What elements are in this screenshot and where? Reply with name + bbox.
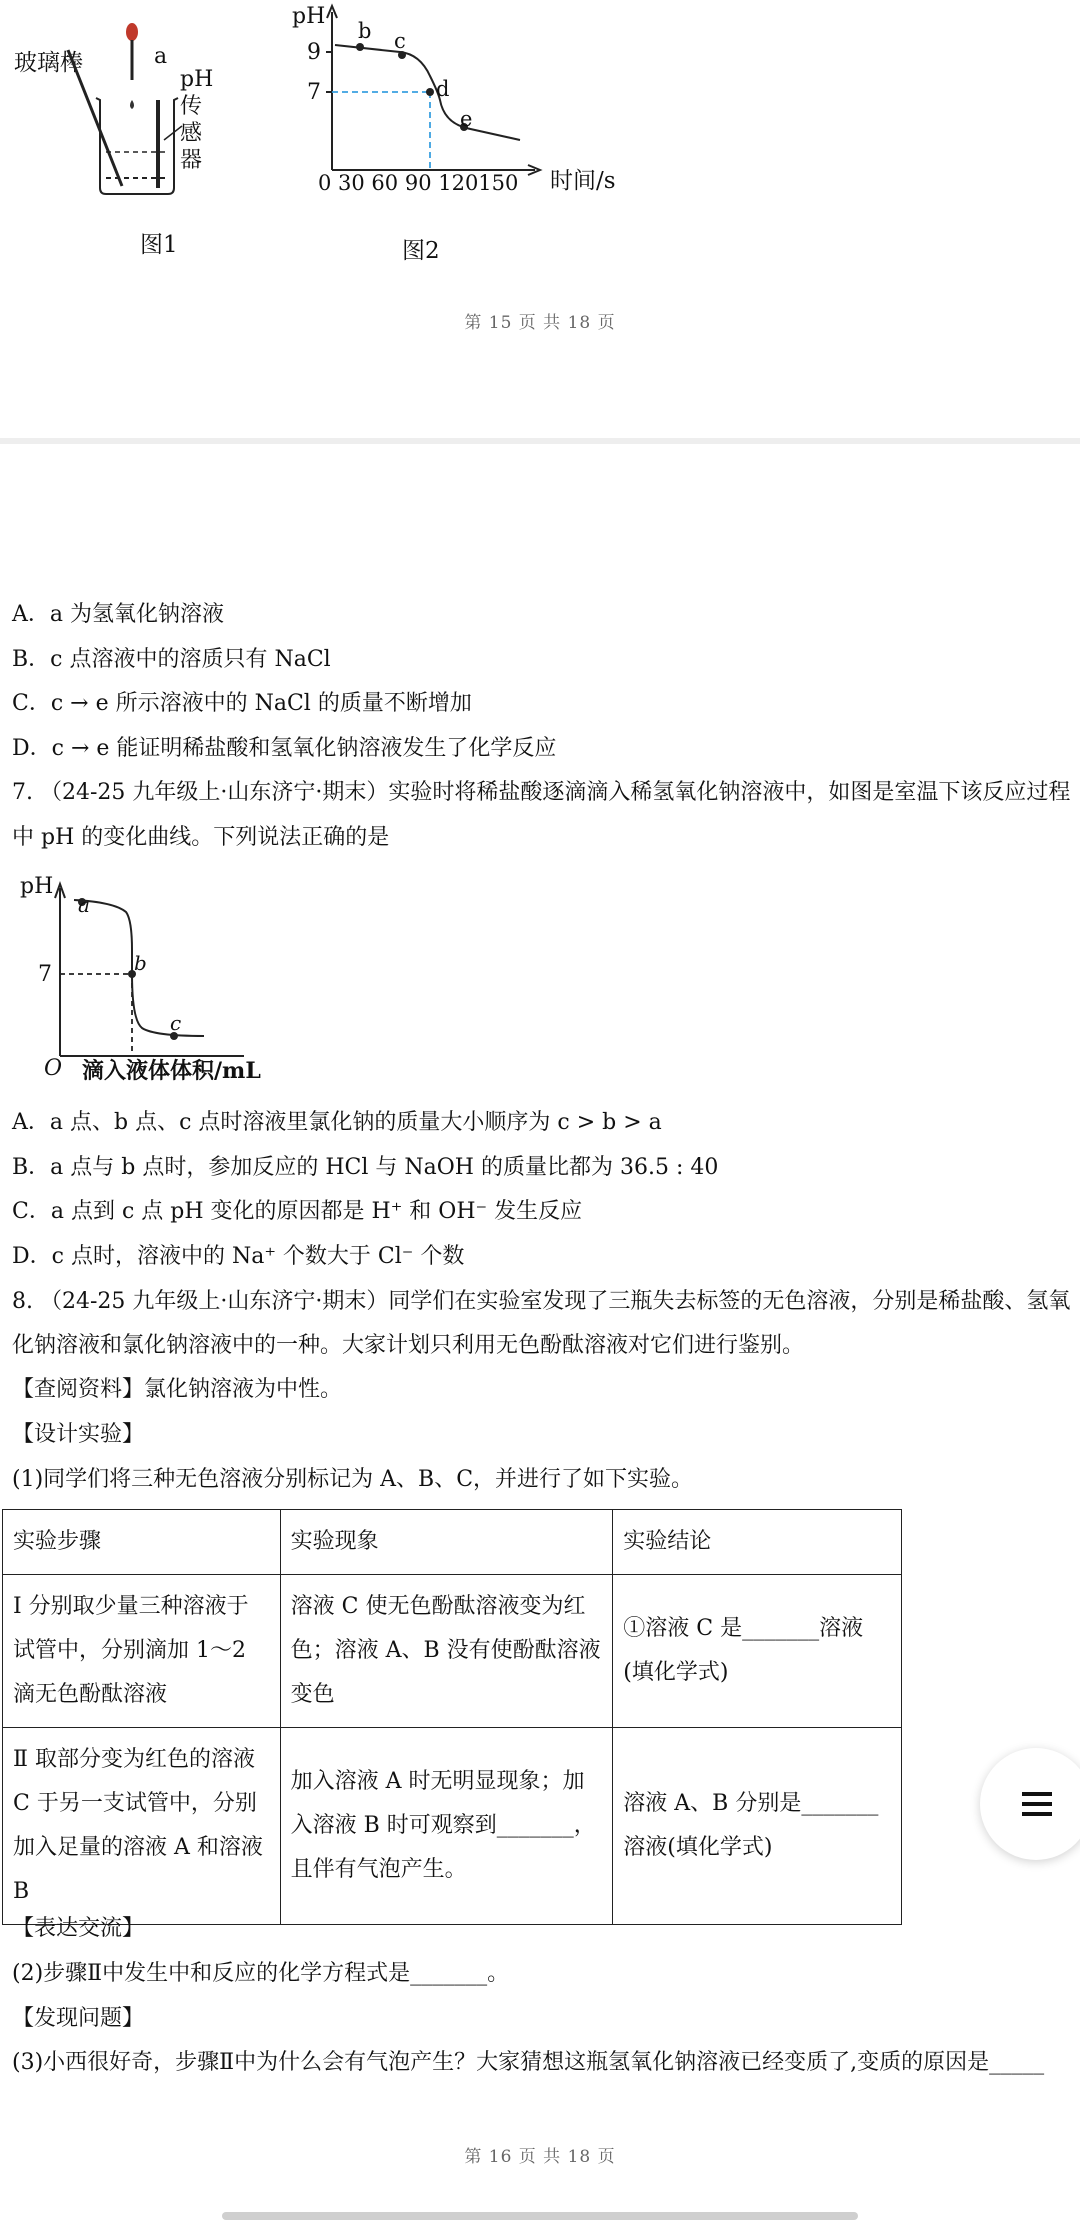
q7-origin: O [44, 1056, 63, 1081]
ph-sensor-label: pH 传 感 器 [180, 67, 214, 173]
q6-option-a[interactable]: A．a 为氢氧化钠溶液 [12, 602, 225, 627]
q8-question-2[interactable]: (2)步骤Ⅱ中发生中和反应的化学方程式是_______。 [12, 1961, 510, 1986]
home-indicator[interactable] [222, 2212, 858, 2220]
q8-stem-line2: 化钠溶液和氯化钠溶液中的一种。大家计划只利用无色酚酞溶液对它们进行鉴别。 [12, 1333, 805, 1358]
figure-1-apparatus [60, 10, 200, 200]
page-15-fragment [0, 0, 1080, 333]
fig2-point-e: e [460, 107, 473, 131]
q7-point-b: b [134, 951, 147, 975]
q7-y-axis-label: pH [20, 874, 54, 899]
q6-option-b[interactable]: B．c 点溶液中的溶质只有 NaCl [12, 647, 331, 672]
glass-rod-label: 玻璃棒 [14, 50, 83, 76]
fig2-y-axis-label: pH [292, 4, 326, 29]
dropper-label-a: a [154, 44, 168, 69]
q8-design-title: 【设计实验】 [12, 1422, 145, 1447]
q7-stem-line1: 7. （24-25 九年级上·山东济宁·期末）实验时将稀盐酸逐滴滴入稀氢氧化钠溶液中，如图是室温下该反应过程 [12, 780, 1071, 805]
q7-tick-7: 7 [38, 962, 52, 987]
q8-step1-intro: (1)同学们将三种无色溶液分别标记为 A、B、C，并进行了如下实验。 [12, 1467, 694, 1492]
row2-step: Ⅱ 取部分变为红色的溶液 C 于另一支试管中，分别加入足量的溶液 A 和溶液 B [3, 1728, 281, 1925]
fig2-x-ticks: 0 30 60 90 120150 [318, 171, 519, 195]
figure-1-caption: 图1 [140, 232, 178, 258]
table-row [3, 1728, 902, 1925]
q7-stem-line2: 中 pH 的变化曲线。下列说法正确的是 [12, 825, 390, 850]
fig2-point-c: c [394, 29, 406, 53]
q8-problem-title: 【发现问题】 [12, 2006, 145, 2031]
q8-info-title: 【查阅资料】氯化钠溶液为中性。 [12, 1377, 343, 1402]
q7-x-axis-label: 滴入液体体积/mL [82, 1058, 261, 1084]
beaker [96, 98, 178, 194]
page-divider [0, 438, 1080, 444]
row1-phenomenon: 溶液 C 使无色酚酞溶液变为红色；溶液 A、B 没有使酚酞溶液变色 [280, 1575, 613, 1728]
q7-option-b[interactable]: B．a 点与 b 点时，参加反应的 HCl 与 NaOH 的质量比都为 36.5 : 40 [12, 1155, 719, 1180]
dropper-bulb [126, 23, 138, 41]
row2-phenomenon[interactable]: 加入溶液 A 时无明显现象；加入溶液 B 时可观察到_______，且伴有气泡产生。 [280, 1728, 613, 1925]
page-15-footer: 第 15 页 共 18 页 [464, 313, 616, 333]
page-16-footer: 第 16 页 共 18 页 [464, 2147, 616, 2167]
q8-exchange-title: 【表达交流】 [12, 1916, 145, 1941]
table-header-row [3, 1510, 902, 1575]
q7-option-a[interactable]: A．a 点、b 点、c 点时溶液里氯化钠的质量大小顺序为 c > b > a [12, 1110, 662, 1135]
glass-rod [68, 50, 122, 186]
fig2-point-b: b [358, 19, 372, 43]
fig2-y-tick-7: 7 [307, 80, 321, 105]
header-step: 实验步骤 [3, 1510, 281, 1575]
row2-conclusion[interactable]: 溶液 A、B 分别是_______溶液(填化学式) [613, 1728, 902, 1925]
q7-point-a: a [78, 893, 90, 917]
q8-question-3[interactable]: (3)小西很好奇，步骤Ⅱ中为什么会有气泡产生？大家猜想这瓶氢氧化钠溶液已经变质了,变质的原因是_____ [12, 2050, 1045, 2075]
q8-stem-line1: 8. （24-25 九年级上·山东济宁·期末）同学们在实验室发现了三瓶失去标签的无色溶液，分别是稀盐酸、氢氧 [12, 1289, 1071, 1314]
table-row [3, 1575, 902, 1728]
header-phenomenon: 实验现象 [280, 1510, 613, 1575]
q7-option-c[interactable]: C．a 点到 c 点 pH 变化的原因都是 H⁺ 和 OH⁻ 发生反应 [12, 1199, 583, 1224]
experiment-table [2, 1509, 902, 1925]
q6-option-c[interactable]: C．c → e 所示溶液中的 NaCl 的质量不断增加 [12, 691, 472, 716]
fig2-x-axis-label: 时间/s [550, 168, 616, 194]
row1-conclusion[interactable]: ①溶液 C 是_______溶液(填化学式) [613, 1575, 902, 1728]
q7-option-d[interactable]: D．c 点时，溶液中的 Na⁺ 个数大于 Cl⁻ 个数 [12, 1244, 465, 1269]
row1-step: Ⅰ 分别取少量三种溶液于试管中，分别滴加 1～2 滴无色酚酞溶液 [3, 1575, 281, 1728]
menu-icon [1022, 1792, 1052, 1796]
header-conclusion: 实验结论 [613, 1510, 902, 1575]
floating-menu-button[interactable] [980, 1748, 1080, 1860]
q7-point-c: c [170, 1011, 182, 1035]
fig2-point-d: d [436, 77, 450, 101]
fig2-y-tick-9: 9 [307, 40, 321, 65]
q6-option-d[interactable]: D．c → e 能证明稀盐酸和氢氧化钠溶液发生了化学反应 [12, 736, 557, 761]
figure-2-caption: 图2 [402, 238, 440, 264]
